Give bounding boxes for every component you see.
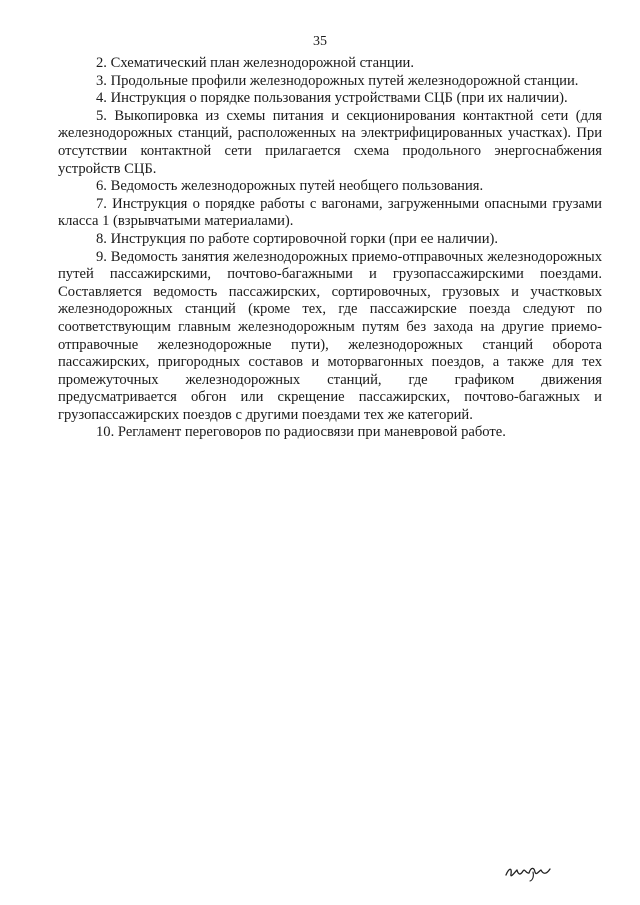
- signature-mark: [503, 858, 555, 882]
- document-body: [58, 55, 602, 442]
- paragraph-item-9: 9. Ведомость занятия железнодорожных приемо-отправочных железнодорожных путей пассажирскими, почтово-багажными и грузопассажирскими поездами. Составляется ведомость пассажирских, сортировочных, грузовых и участковых железнодорожных станций (кроме тех, где пассажирские поезда следуют по соответствующим главным железнодорожным путям без захода на другие приемо-отправочные железнодорожные пути), железнодорожных станций оборота пассажирских, пригородных составов и моторвагонных поездов, а также для тех промежуточных железнодорожных станций, где графиком движения предусматривается обгон или скрещение пассажирских, почтово-багажных и грузопассажирских поездов с другими поездами тех же категорий.: [58, 248, 602, 423]
- paragraph-item-8: 8. Инструкция по работе сортировочной горки (при ее наличии).: [96, 230, 499, 247]
- paragraph-item-7: 7. Инструкция о порядке работы с вагонами, загруженными опасными грузами класса 1 (взрывчатыми материалами).: [58, 195, 602, 230]
- paragraph-item-4: 4. Инструкция о порядке пользования устройствами СЦБ (при их наличии).: [96, 90, 568, 107]
- page-number: 35: [313, 34, 327, 49]
- paragraph-item-5: 5. Выкопировка из схемы питания и секционирования контактной сети (для железнодорожных станций, расположенных на электрифицированных участках). При отсутствии контактной сети прилагается схема продольного энергоснабжения устройств СЦБ.: [58, 107, 602, 177]
- paragraph-item-3: 3. Продольные профили железнодорожных путей железнодорожной станции.: [96, 72, 579, 89]
- paragraph-item-2: 2. Схематический план железнодорожной станции.: [96, 55, 414, 71]
- paragraph-item-6: 6. Ведомость железнодорожных путей необщего пользования.: [96, 178, 484, 195]
- paragraph-item-10: 10. Регламент переговоров по радиосвязи при маневровой работе.: [96, 424, 506, 441]
